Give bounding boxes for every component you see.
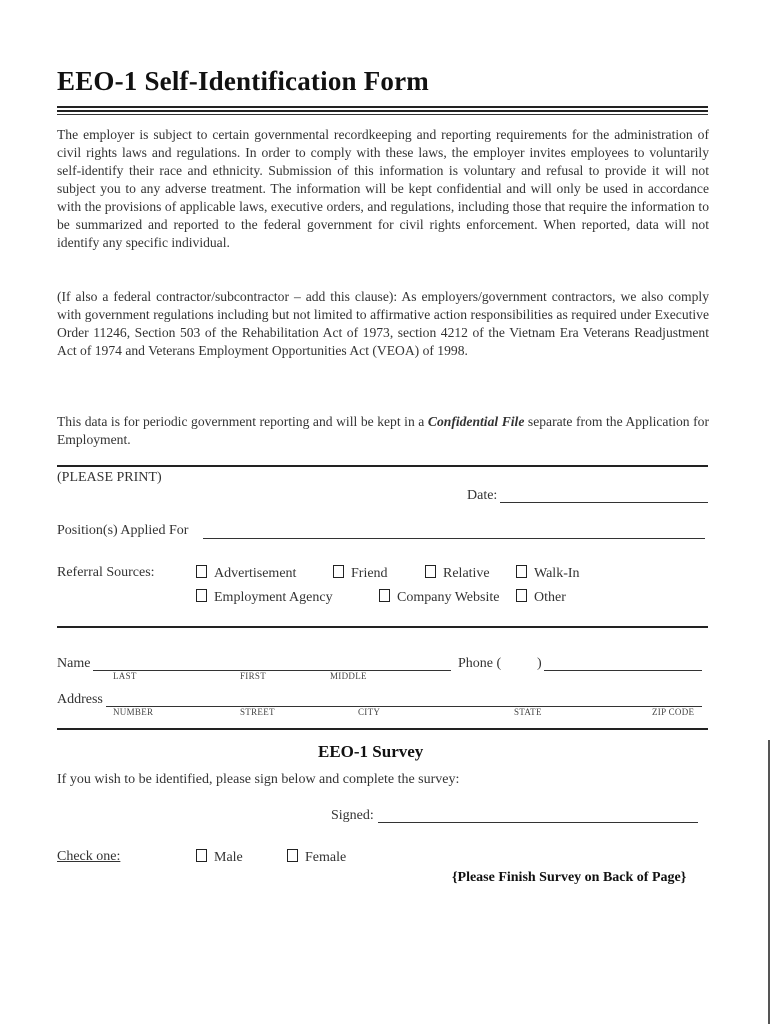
- confidential-emphasis: Confidential File: [427, 414, 525, 429]
- check-one-label: Check one:: [57, 849, 121, 864]
- address-field[interactable]: [106, 706, 702, 707]
- checkbox-icon[interactable]: [379, 589, 390, 602]
- please-print-label: (PLEASE PRINT): [57, 470, 162, 485]
- confidential-paragraph: [57, 413, 709, 449]
- referral-option-company-website[interactable]: [379, 589, 499, 606]
- referral-option-other[interactable]: [516, 589, 566, 606]
- name-sublabel-middle: MIDDLE: [330, 671, 367, 681]
- checkbox-icon[interactable]: [333, 565, 344, 578]
- checkbox-icon[interactable]: [287, 849, 298, 862]
- address-sublabel-street: STREET: [240, 707, 275, 717]
- gender-option-label: Female: [305, 850, 347, 865]
- phone-field[interactable]: [544, 670, 702, 671]
- name-label: Name: [57, 656, 91, 671]
- referral-option-employment-agency[interactable]: [196, 589, 333, 606]
- checkbox-icon[interactable]: [516, 565, 527, 578]
- checkbox-icon[interactable]: [516, 589, 527, 602]
- address-sublabel-city: CITY: [358, 707, 381, 717]
- title-rule-top: [57, 106, 708, 108]
- referral-option-label: Relative: [443, 566, 490, 581]
- checkbox-icon[interactable]: [425, 565, 436, 578]
- section-divider-survey: [57, 728, 708, 730]
- title-rule-mid: [57, 110, 708, 112]
- name-field[interactable]: [93, 670, 451, 671]
- checkbox-icon[interactable]: [196, 589, 207, 602]
- phone-label: Phone (: [458, 656, 502, 671]
- checkbox-icon[interactable]: [196, 849, 207, 862]
- referral-option-label: Friend: [351, 566, 388, 581]
- survey-title: EEO-1 Survey: [318, 742, 424, 761]
- form-title: EEO-1 Self-Identification Form: [57, 66, 429, 96]
- referral-option-relative[interactable]: [425, 565, 490, 582]
- section-divider-applicant: [57, 465, 708, 467]
- section-divider-contact: [57, 626, 708, 628]
- referral-option-friend[interactable]: [333, 565, 388, 582]
- checkbox-icon[interactable]: [196, 565, 207, 578]
- signature-field[interactable]: [378, 822, 698, 823]
- address-sublabel-state: STATE: [514, 707, 542, 717]
- confidential-text-before: This data is for periodic government reporting and will be kept in a: [57, 414, 428, 429]
- gender-option-female[interactable]: [287, 849, 346, 866]
- address-label: Address: [57, 692, 103, 707]
- address-sublabel-number: NUMBER: [113, 707, 154, 717]
- referral-option-label: Company Website: [397, 590, 500, 605]
- referral-option-label: Other: [534, 590, 566, 605]
- referral-option-walk-in[interactable]: [516, 565, 580, 582]
- date-label: Date:: [467, 488, 498, 503]
- name-sublabel-first: FIRST: [240, 671, 267, 681]
- referral-option-advertisement[interactable]: [196, 565, 296, 582]
- finish-survey-note: {Please Finish Survey on Back of Page}: [452, 870, 687, 885]
- referral-option-label: Walk-In: [534, 566, 580, 581]
- signed-label: Signed:: [331, 808, 374, 823]
- position-label: Position(s) Applied For: [57, 523, 189, 538]
- position-field[interactable]: [203, 538, 705, 539]
- gender-option-male[interactable]: [196, 849, 243, 866]
- name-sublabel-last: LAST: [113, 671, 137, 681]
- title-rule-bottom: [57, 114, 708, 115]
- date-field[interactable]: [500, 502, 708, 503]
- phone-close-paren: ): [537, 656, 542, 671]
- referral-option-label: Employment Agency: [214, 590, 333, 605]
- intro-paragraph: The employer is subject to certain governmental recordkeeping and reporting requirements for the administration of civil rights laws and regulations. In order to comply with these laws, the employer invites employees to voluntarily self-identify their race and ethnicity. Submission of this information is voluntary and refusal to provide it will not subject you to any adverse treatment. The information will be kept confidential and will only be used in accordance with the provisions of applicable laws, executive orders, and regulations, including those that require the information to be summarized and reported to the federal government for civil rights enforcement. When reported, data will not identify any specific individual.: [57, 127, 709, 250]
- confidential-text-after: separate from the Application for Employment.: [57, 414, 710, 447]
- survey-instruction: If you wish to be identified, please sign below and complete the survey:: [57, 772, 460, 787]
- gender-option-label: Male: [214, 850, 243, 865]
- referral-option-label: Advertisement: [214, 566, 297, 581]
- address-sublabel-zip: ZIP CODE: [652, 707, 695, 717]
- referral-sources-label: Referral Sources:: [57, 565, 155, 580]
- federal-contractor-paragraph: (If also a federal contractor/subcontractor – add this clause): As employers/government contractors, we also comply with government regulations including but not limited to affirmative action responsibilities as required under Executive Order 11246, Section 503 of the Rehabilitation Act of 1973, section 4212 of the Vietnam Era Veterans Readjustment Act of 1974 and Veterans Employment Opportunities Act (VEOA) of 1998.: [57, 289, 709, 358]
